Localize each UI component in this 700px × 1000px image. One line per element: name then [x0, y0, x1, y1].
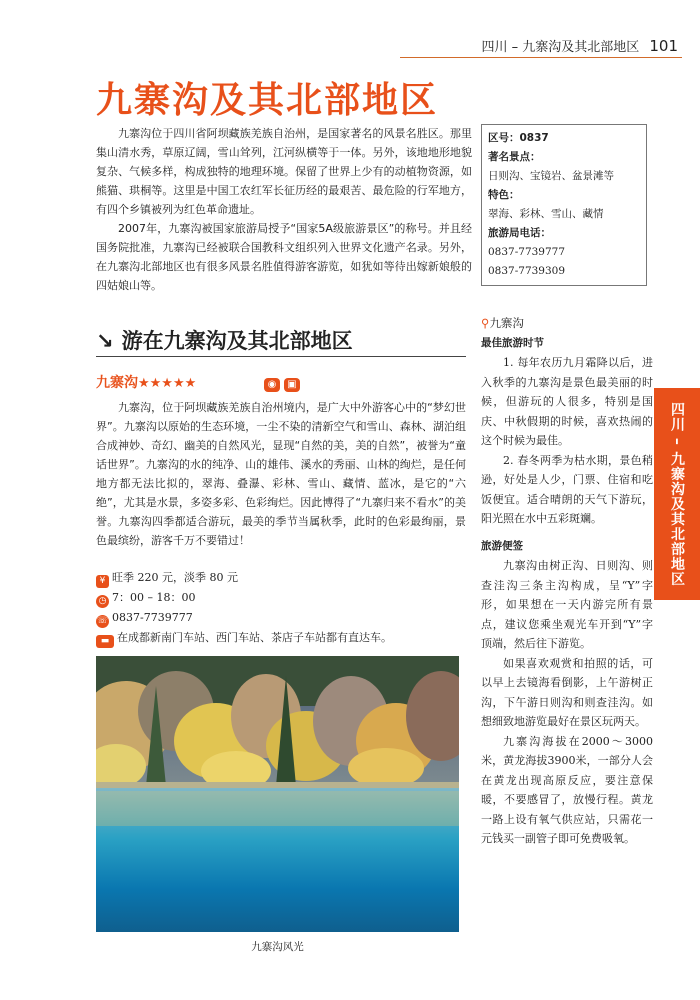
food-icon: ◉: [264, 378, 280, 392]
phone-icon: ☏: [96, 616, 109, 626]
transport-text: 在成都新南门车站、西门车站、茶店子车站都有直达车。: [117, 631, 392, 644]
intro-paragraph: 2007年，九寨沟被国家旅游局授予“国家5A级旅游景区”的称号。并且经国务院批准，九寨沟已经被联合国教科文组织列入世界文化遗产名录。另外，在九寨沟北部地区也有很多风景名胜值得游客游览，如犹如等待出嫁新娘般的四姑娘山等。: [96, 222, 472, 292]
section-rule: [96, 356, 466, 357]
page-title: 九寨沟及其北部地区: [96, 80, 439, 121]
info-box: [481, 124, 647, 286]
features-value: 翠海、彩林、雪山、藏情: [488, 208, 604, 220]
description-paragraph: 九寨沟，位于阿坝藏族羌族自治州境内，是广大中外游客心中的“梦幻世界”。九寨沟以原始的生态环境，一尘不染的清新空气和雪山、森林、湖泊组合成神妙、奇幻、幽美的自然风光，显现“自然的美，美的自然”，被誉为“童话世界”。九寨沟的水的纯净、山的雄伟、溪水的秀丽、山林的绚烂，是任何地方都无法比拟的，翠海、叠瀑、彩林、雪山、藏情、蓝冰，是它的“六绝”，尤其是水景，多姿多彩、色彩绚烂。因此博得了“九寨归来不看水”的美誉。九寨沟四季都适合游玩，最美的季节当属秋季，此时的色彩最绚丽，景色最缤纷，游客千万不要错过！: [96, 401, 466, 547]
intro-text: [96, 124, 472, 295]
header-section: 四川 – 九寨沟及其北部地区: [481, 40, 640, 55]
camera-icon: ▣: [284, 378, 300, 392]
sights-label: 著名景点：: [488, 151, 541, 163]
scenery-photo: [96, 656, 459, 932]
hours-row: [96, 588, 472, 608]
phone-value: 0837-7739309: [488, 265, 566, 277]
clock-icon: ◷: [96, 595, 109, 608]
phone-label: 旅游局电话：: [488, 227, 551, 239]
tips-label: 旅游便签: [481, 539, 523, 552]
tips-sidebar: [481, 314, 653, 849]
price-text: 旺季 220 元，淡季 80 元: [112, 571, 238, 584]
hours-text: 7：00 – 18：00: [112, 591, 196, 604]
attraction-description: [96, 398, 466, 550]
photo-caption: 九寨沟风光: [251, 941, 304, 953]
map-pin-icon: ⚲: [481, 316, 490, 330]
tips-paragraph: 如果喜欢观赏和拍照的话，可以早上去镜海看倒影，上午游树正沟，下午游日则沟和则查洼沟。如想细致地游览最好在景区玩两天。: [481, 656, 653, 728]
price-row: [96, 568, 472, 588]
arrow-down-right-icon: ↘: [96, 329, 114, 353]
page-number: 101: [649, 37, 678, 55]
star-rating: ★★★★★: [138, 376, 197, 391]
features-label: 特色：: [488, 189, 520, 201]
sights-value: 日则沟、宝镜岩、盆景滩等: [488, 170, 614, 182]
tips-paragraph: 九寨沟由树正沟、日则沟、则查洼沟三条主沟构成，呈“Y”字形，如果想在一天内游完所有景点，建议您乘坐观光车开到“Y”字顶端，然后往下游览。: [481, 559, 653, 650]
ticket-icon: ¥: [96, 575, 109, 588]
area-code: 区号：0837: [488, 132, 549, 144]
best-time-paragraph: 2. 春冬两季为枯水期，景色稍逊，好处是人少，门票、住宿和吃饭便宜。适合晴朗的天气下游玩，阳光照在水中五彩斑斓。: [481, 453, 653, 525]
running-header: [481, 36, 678, 55]
section-title: 游在九寨沟及其北部地区: [121, 329, 353, 353]
phone-value: 0837-7739777: [488, 246, 566, 258]
phone-row: [96, 608, 472, 628]
attraction-heading: [96, 372, 196, 392]
best-time-paragraph: 1. 每年农历九月霜降以后，进入秋季的九寨沟是景色最美丽的时候，但游玩的人很多，特别是国庆、中秋假期的时候，喜欢热闹的这个时候为最佳。: [481, 356, 653, 447]
sidebar-location: [481, 314, 653, 334]
best-time-label: 最佳旅游时节: [481, 336, 544, 349]
attraction-facts: [96, 568, 472, 648]
section-heading: [96, 325, 353, 355]
phone-text: 0837-7739777: [112, 611, 193, 624]
tips-paragraph: 九寨沟海拔在2000～3000米，黄龙海拔3900米，一部分人会在黄龙出现高原反应，要注意保暖，不要感冒了，放慢行程。黄龙一路上设有氧气供应站，只需花一元钱买一副管子即可免费吸氧。: [481, 734, 653, 845]
bus-icon: ▬: [96, 635, 114, 648]
chapter-tab: 四川 – 九寨沟及其北部地区: [654, 388, 700, 600]
attraction-name: 九寨沟: [96, 375, 138, 391]
intro-paragraph: 九寨沟位于四川省阿坝藏族羌族自治州，是国家著名的风景名胜区。那里集山清水秀，草原辽阔，雪山耸列，江河纵横等于一体。另外，该地地形地貌复杂、气候多样，构成独特的地理环境。保留了世界上少有的动植物资源，如熊猫、珙桐等。这里是中国工农红军长征历经的最艰苦、最危险的行军地方，有四个乡镇被列为红色革命遗址。: [96, 127, 472, 216]
sidebar-location-text: 九寨沟: [489, 316, 524, 330]
header-rule: [400, 57, 682, 58]
attraction-icons: [264, 372, 304, 392]
transport-row: [96, 628, 472, 648]
